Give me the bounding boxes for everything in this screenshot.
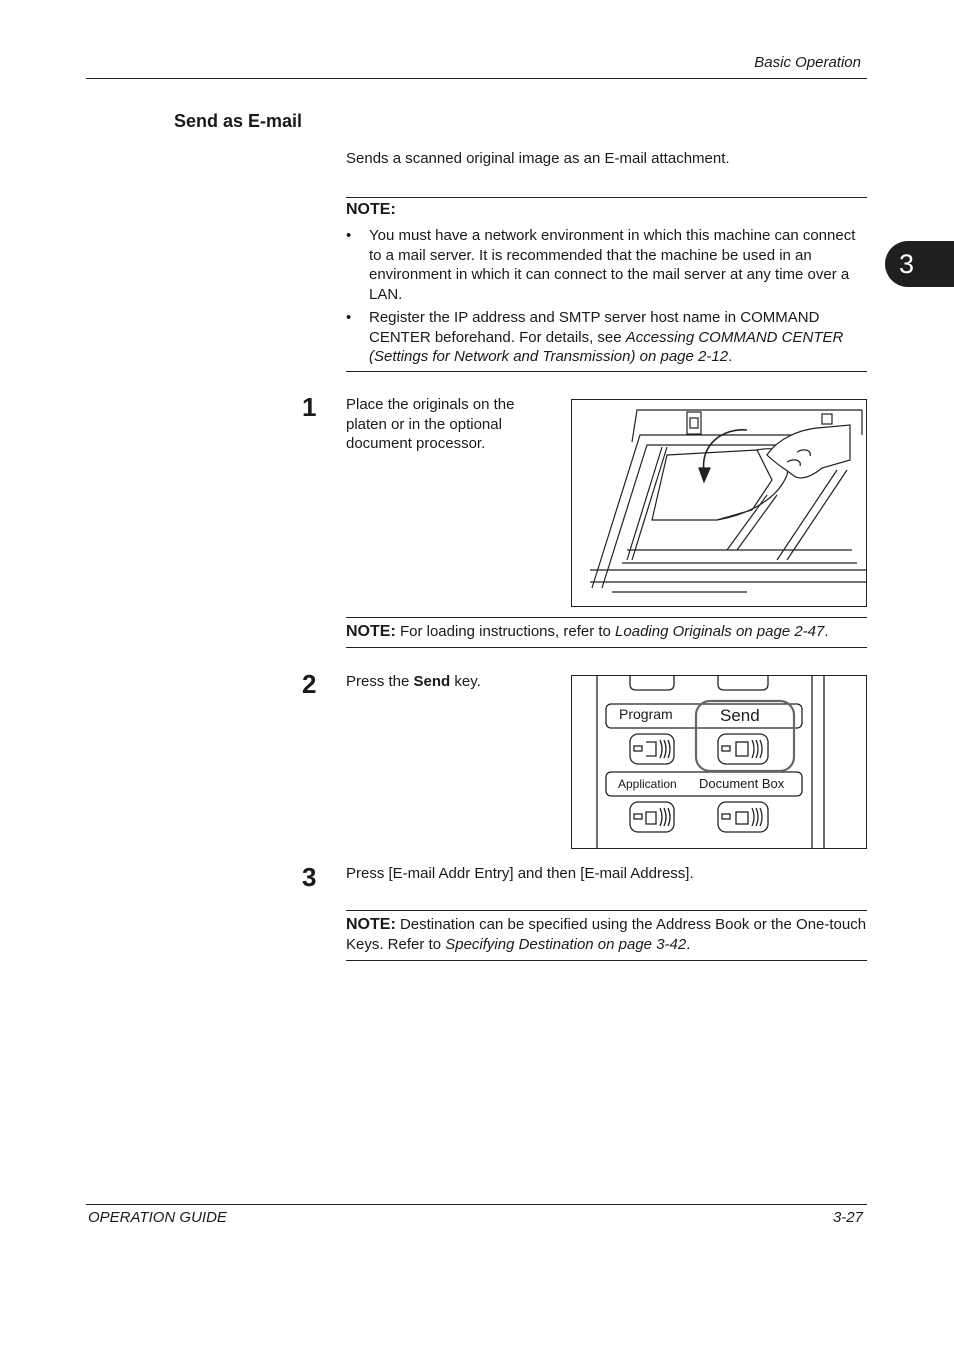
note-text: For loading instructions, refer to — [395, 623, 616, 640]
note-bottom-rule — [346, 647, 867, 648]
note-top-rule — [346, 910, 867, 911]
control-panel-illustration — [571, 675, 867, 849]
note-top-rule — [346, 617, 867, 618]
bullet-text: You must have a network environment in which this machine can connect to a mail server. It is recommended that the machine be used in an environment in which it can connect to the mail server at any time over a LAN. — [369, 227, 856, 303]
footer-rule — [86, 1204, 867, 1205]
panel-drawing — [572, 676, 866, 848]
note-inline — [346, 622, 867, 642]
note-label: NOTE: — [346, 916, 396, 933]
step-text: Press [E-mail Addr Entry] and then [E-mail Address]. — [346, 865, 694, 882]
section-title: Send as E-mail — [174, 111, 303, 131]
note-text-end: . — [686, 935, 691, 953]
note-text-end: . — [824, 623, 829, 640]
note-top-rule — [346, 197, 867, 198]
platen-illustration — [571, 399, 867, 607]
header-rule — [86, 78, 867, 79]
cross-reference: Specifying Destination on page 3-42 — [445, 935, 687, 953]
bullet-text-end: . — [728, 348, 733, 365]
page-number: 3-27 — [832, 1209, 863, 1226]
document-box-key-label: Document Box — [699, 776, 785, 791]
note-label: NOTE: — [346, 623, 396, 640]
cross-reference: Loading Originals on page 2-47 — [615, 623, 825, 640]
send-key-label: Send — [720, 706, 760, 725]
platen-drawing — [572, 400, 866, 606]
footer-guide-title: OPERATION GUIDE — [88, 1209, 227, 1226]
program-key-label: Program — [619, 706, 673, 722]
step-text-pre: Press the — [346, 673, 414, 690]
step-text — [346, 672, 481, 692]
key-name: Send — [413, 673, 451, 690]
chapter-tab: 3 — [885, 241, 954, 287]
note-text: Destination can be specified using the Address Book or the One-touch Keys. Refer to — [346, 916, 867, 953]
bullet-dot: • — [346, 227, 352, 244]
bullet-dot: • — [346, 309, 352, 326]
step-number: 1 — [302, 392, 317, 422]
step-number: 2 — [302, 669, 317, 699]
bullet-text — [369, 308, 867, 367]
note-bottom-rule — [346, 371, 867, 372]
bullet-text-main: Register the IP address and SMTP server host name in COMMAND CENTER beforehand. For details, see — [369, 309, 820, 346]
running-header: Basic Operation — [754, 54, 861, 71]
application-key-label: Application — [618, 777, 677, 791]
step-text: Place the originals on the platen or in the optional document processor. — [346, 396, 515, 452]
cross-reference: Accessing COMMAND CENTER (Settings for Network and Transmission) on page 2-12 — [369, 328, 844, 365]
note-inline — [346, 915, 867, 954]
intro-text: Sends a scanned original image as an E-mail attachment. — [346, 150, 730, 167]
step-text-post: key. — [450, 673, 481, 690]
step-number: 3 — [302, 862, 317, 892]
note-bottom-rule — [346, 960, 867, 961]
note-label: NOTE: — [346, 201, 396, 218]
